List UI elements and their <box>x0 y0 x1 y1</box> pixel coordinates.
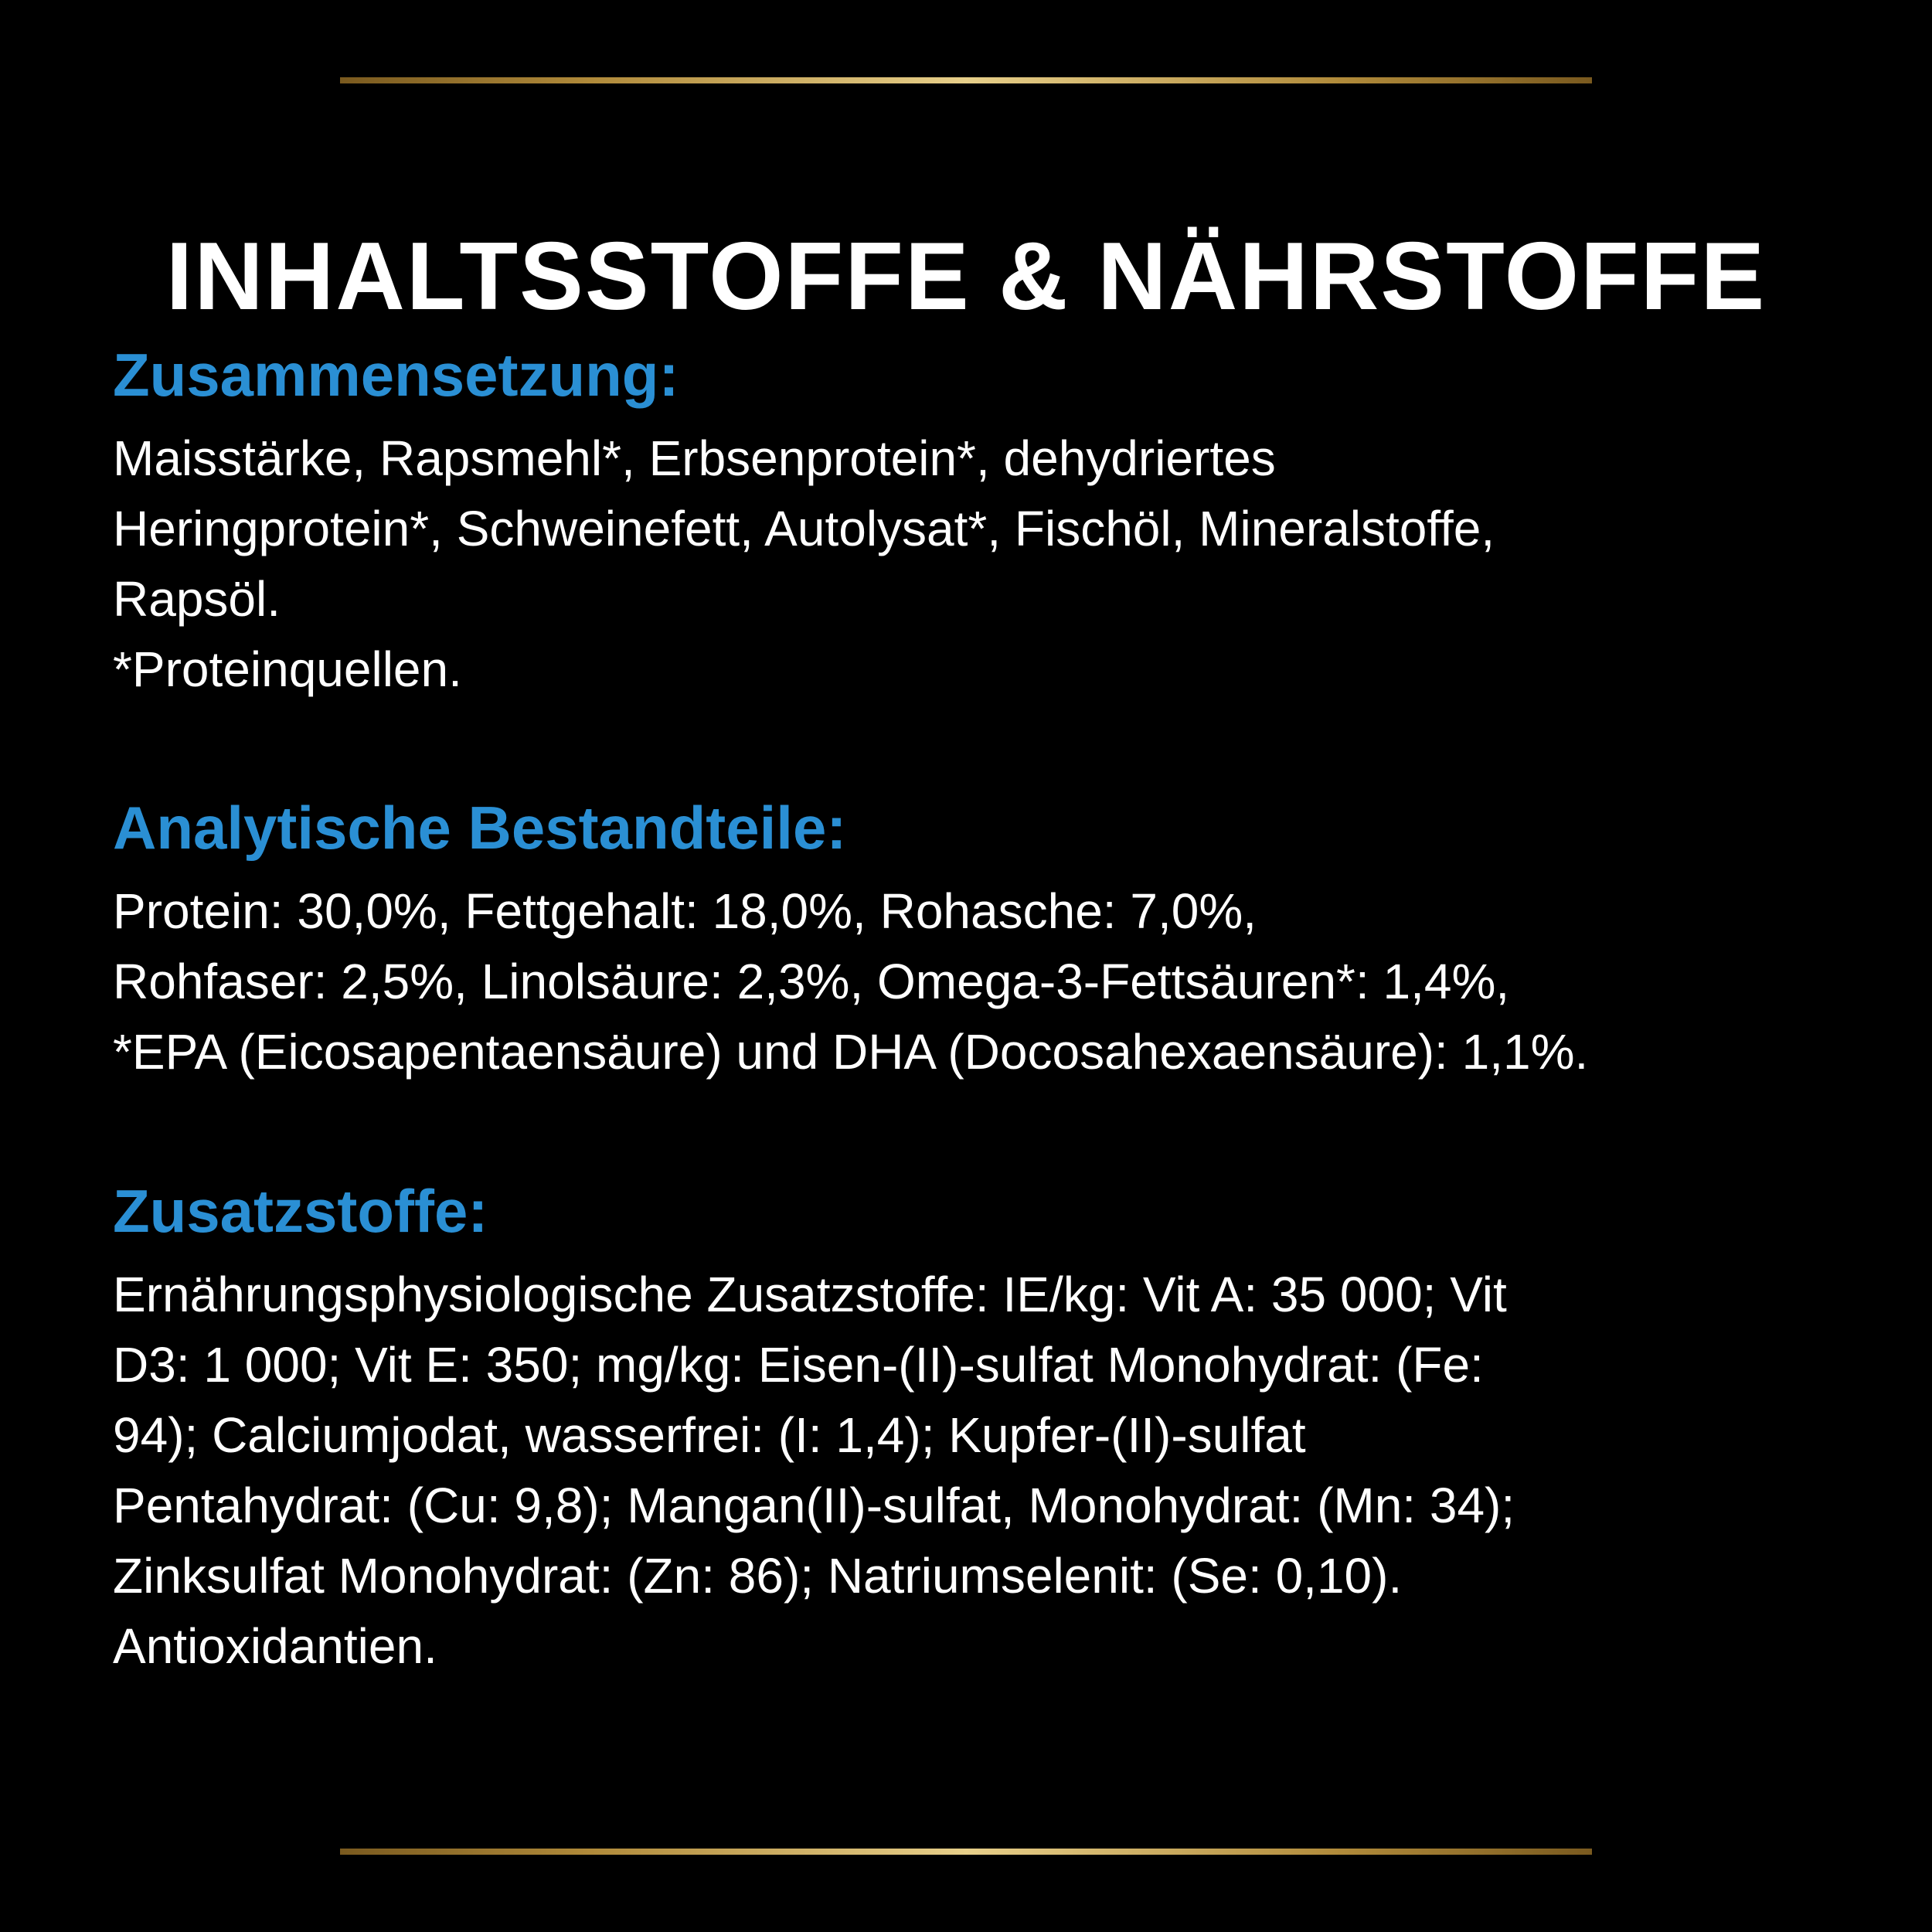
composition-line: Maisstärke, Rapsmehl*, Erbsenprotein*, dehydriertes <box>113 430 1276 486</box>
composition-line: Rapsöl. <box>113 571 281 627</box>
analytic-line: Protein: 30,0%, Fettgehalt: 18,0%, Rohasche: 7,0%, <box>113 883 1257 939</box>
composition-section <box>113 340 1836 705</box>
top-gold-divider <box>340 77 1592 83</box>
analytic-section <box>113 793 1836 1087</box>
additives-line: Ernährungsphysiologische Zusatzstoffe: IE/kg: Vit A: 35 000; Vit <box>113 1267 1507 1322</box>
composition-line: *Proteinquellen. <box>113 641 462 697</box>
additives-heading: Zusatzstoffe: <box>113 1177 488 1245</box>
analytic-line: *EPA (Eicosapentaensäure) und DHA (Docosahexaensäure): 1,1%. <box>113 1024 1589 1080</box>
analytic-line: Rohfaser: 2,5%, Linolsäure: 2,3%, Omega-3-Fettsäuren*: 1,4%, <box>113 954 1510 1009</box>
composition-heading: Zusammensetzung: <box>113 341 679 409</box>
additives-line: Antioxidantien. <box>113 1618 437 1674</box>
analytic-text <box>113 876 1836 1087</box>
additives-line: 94); Calciumjodat, wasserfrei: (I: 1,4); Kupfer-(II)-sulfat <box>113 1407 1306 1463</box>
additives-line: Pentahydrat: (Cu: 9,8); Mangan(II)-sulfat, Monohydrat: (Mn: 34); <box>113 1478 1515 1533</box>
page-title: INHALTSSTOFFE & NÄHRSTOFFE <box>165 223 1767 331</box>
additives-line: Zinksulfat Monohydrat: (Zn: 86); Natriumselenit: (Se: 0,10). <box>113 1548 1403 1604</box>
composition-text <box>113 423 1836 705</box>
additives-line: D3: 1 000; Vit E: 350; mg/kg: Eisen-(II)-sulfat Monohydrat: (Fe: <box>113 1337 1484 1393</box>
additives-section <box>113 1176 1836 1682</box>
analytic-heading: Analytische Bestandteile: <box>113 794 847 862</box>
bottom-gold-divider <box>340 1849 1592 1855</box>
additives-text <box>113 1260 1836 1682</box>
composition-line: Heringprotein*, Schweinefett, Autolysat*, Fischöl, Mineralstoffe, <box>113 501 1495 556</box>
